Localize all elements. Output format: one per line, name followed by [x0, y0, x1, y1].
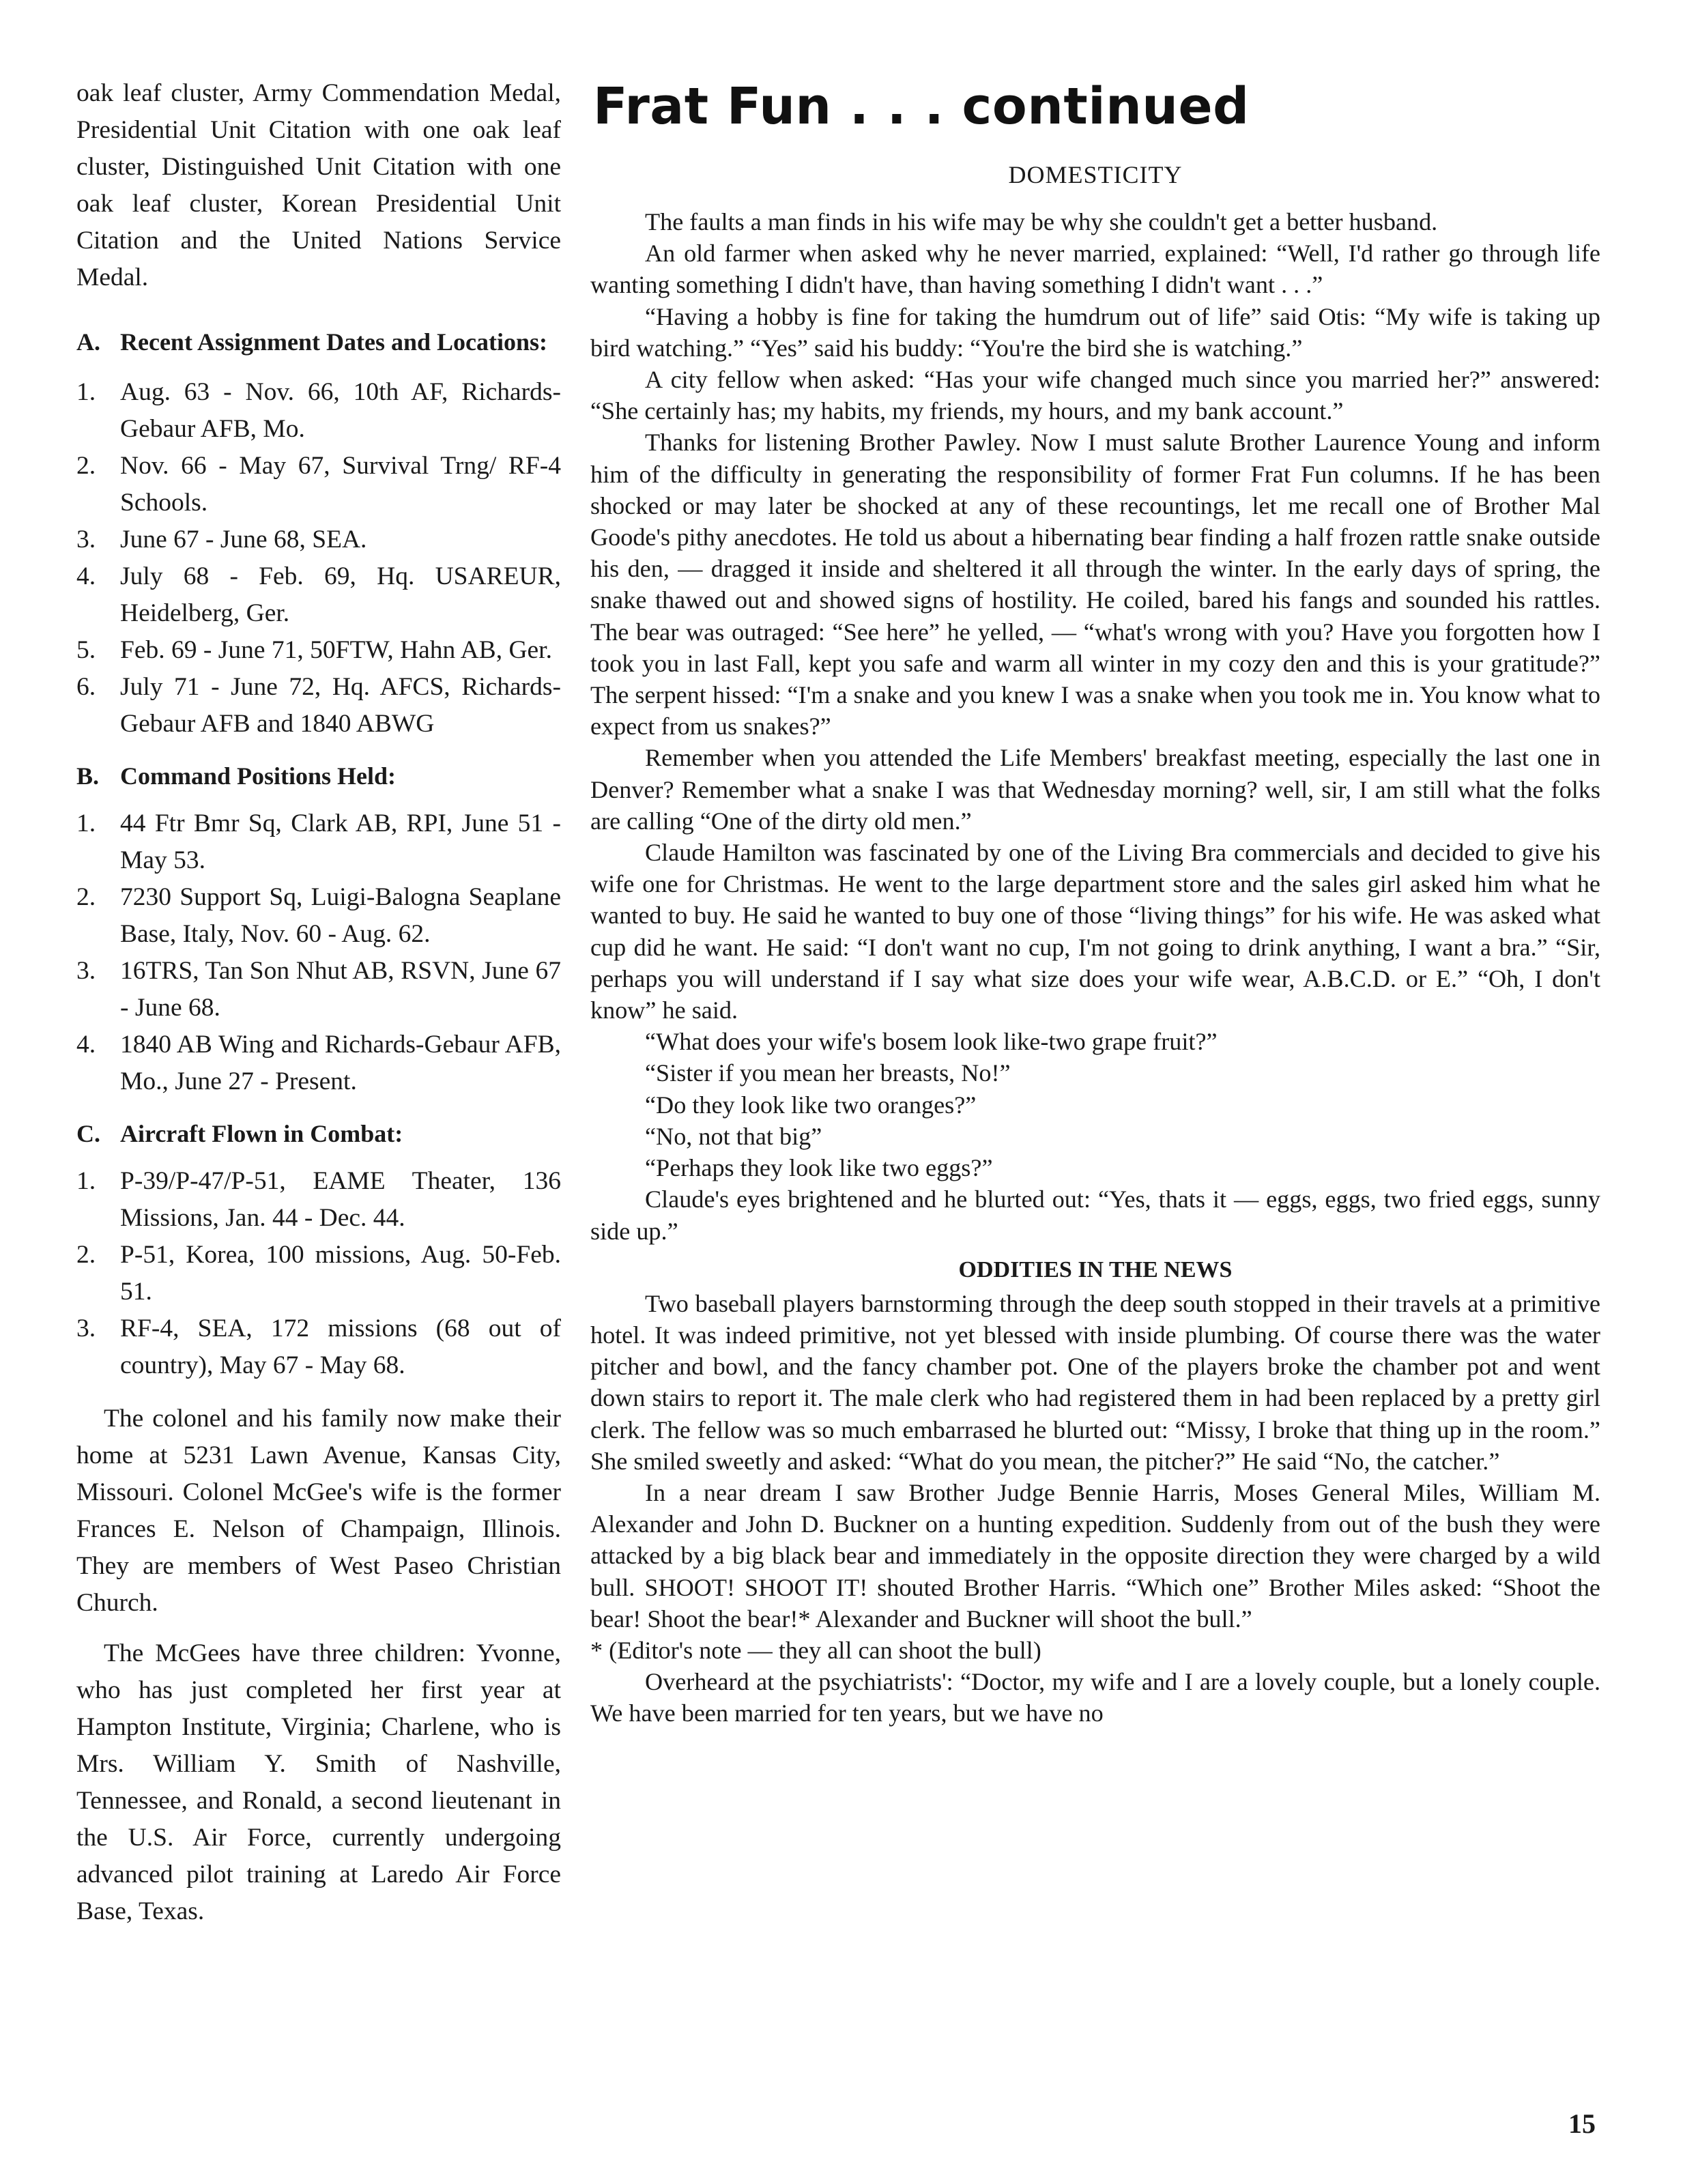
- item-number: 3.: [76, 526, 96, 554]
- item-number: 3.: [76, 957, 96, 985]
- article-paragraph: Claude Hamilton was fascinated by one of the Living Bra commercials and decided to give his wife one for Christmas. He went to the large department store and the sales girl asked him what he wanted to buy. He said he wanted to buy one of those “living things” for his wife. He was asked what cup did he want. He said: “I don't want no cup, I'm not going to drink anything, I want a bra.” “Sir, perhaps you will understand if I say what size does your wife wear, A.B.C.D. or E.” “Oh, I don't know” he said.: [590, 839, 1600, 1024]
- item-text: 7230 Support Sq, Luigi-Balogna Seaplane Base, Italy, Nov. 60 - Aug. 62.: [120, 883, 561, 948]
- item-number: 2.: [76, 452, 96, 480]
- oddities-heading: ODDITIES IN THE NEWS: [958, 1256, 1233, 1282]
- section-letter: C.: [76, 1120, 100, 1147]
- list-item: [76, 805, 561, 879]
- item-text: June 67 - June 68, SEA.: [120, 526, 367, 554]
- item-number: 1.: [76, 378, 96, 406]
- left-column: [76, 75, 561, 1930]
- item-text: Nov. 66 - May 67, Survival Trng/ RF-4 Schools.: [120, 452, 561, 517]
- intro-paragraph: oak leaf cluster, Army Commendation Medal, Presidential Unit Citation with one oak leaf cluster, Distinguished Unit Citation with one oak leaf cluster, Korean Presidential Unit Citation and the United Nations Service Medal.: [76, 79, 561, 291]
- section-heading: [76, 758, 561, 794]
- item-number: 3.: [76, 1314, 96, 1342]
- item-number: 4.: [76, 1031, 96, 1059]
- list-item: [76, 953, 561, 1026]
- item-text: 1840 AB Wing and Richards-Gebaur AFB, Mo., June 27 - Present.: [120, 1031, 561, 1095]
- command-list: [76, 805, 561, 1100]
- dialog-line: “No, not that big”: [645, 1122, 822, 1150]
- dialog-line: “Sister if you mean her breasts, No!”: [645, 1059, 1011, 1087]
- aircraft-list: [76, 1163, 561, 1384]
- item-number: 4.: [76, 562, 96, 590]
- article-paragraph: A city fellow when asked: “Has your wife changed much since you married her?” answered: “She certainly has; my habits, my friends, my hours, and my bank account.”: [590, 366, 1600, 425]
- item-number: 1.: [76, 1167, 96, 1195]
- article-paragraph: Two baseball players barnstorming through the deep south stopped in their travels at a primitive hotel. It was indeed primitive, not yet blessed with inside plumbing. Of course there was the water pitcher and bowl, and the fancy chamber pot. One of the players broke the chamber pot and went down stairs to report it. The male clerk who had registered them in had been replaced by a pretty girl clerk. The fellow was so much embarrased he blurted out: “Missy, I broke that thing up in the room.” She smiled sweetly and asked: “What do you mean, the pitcher?” He said “No, the catcher.”: [590, 1289, 1600, 1475]
- article-paragraph: An old farmer when asked why he never married, explained: “Well, I'd rather go through life wanting something I didn't have, than having something I didn't want . . .”: [590, 240, 1600, 299]
- section-heading: [76, 1115, 561, 1152]
- item-number: 6.: [76, 673, 96, 701]
- item-text: P-51, Korea, 100 missions, Aug. 50-Feb. 51.: [120, 1241, 561, 1306]
- item-text: Aug. 63 - Nov. 66, 10th AF, Richards-Gebaur AFB, Mo.: [120, 378, 561, 443]
- assignment-list: [76, 374, 561, 743]
- article-paragraph: Thanks for listening Brother Pawley. Now I must salute Brother Laurence Young and inform him of the difficulty in generating the responsibility of former Frat Fun columns. If he has been shocked or may later be shocked at any of these recountings, let me recall one of Brother Mal Goode's pithy anecdotes. He told us about a hibernating bear finding a half frozen rattle snake outside his den, — dragged it inside and sheltered it all through the winter. In the early days of spring, the snake thawed out and showed signs of hostility. He coiled, bared his fangs and sounded his rattles. The bear was outraged: “See here” he yelled, — “what's wrong with you? Have you forgotten how I took you in last Fall, kept you safe and warm all winter in my cozy den and this is your gratitude?” The serpent hissed: “I'm a snake and you knew I was a snake when you took me in. You know what to expect from us snakes?”: [590, 429, 1600, 741]
- item-text: P-39/P-47/P-51, EAME Theater, 136 Missions, Jan. 44 - Dec. 44.: [120, 1167, 561, 1232]
- item-text: 16TRS, Tan Son Nhut AB, RSVN, June 67 - June 68.: [120, 957, 561, 1022]
- section-b: [76, 758, 561, 1100]
- item-number: 1.: [76, 809, 96, 837]
- dialog-line: “What does your wife's bosem look like-two grape fruit?”: [645, 1028, 1218, 1056]
- section-title: Command Positions Held:: [120, 762, 397, 790]
- list-item: [76, 632, 561, 669]
- list-item: [76, 448, 561, 521]
- list-item: [76, 1237, 561, 1310]
- right-column: [590, 75, 1600, 1729]
- item-number: 2.: [76, 883, 96, 911]
- list-item: [76, 558, 561, 632]
- item-text: July 71 - June 72, Hq. AFCS, Richards-Gebaur AFB and 1840 ABWG: [120, 673, 561, 738]
- section-c: [76, 1115, 561, 1384]
- page-title: Frat Fun . . . continued: [593, 77, 1250, 136]
- section-heading: [76, 324, 561, 360]
- list-item: [76, 1026, 561, 1100]
- list-item: [76, 374, 561, 448]
- page-number: 15: [1568, 2108, 1596, 2139]
- domesticity-heading: DOMESTICITY: [1008, 161, 1183, 188]
- item-number: 5.: [76, 636, 96, 664]
- dialog-line: “Do they look like two oranges?”: [645, 1091, 977, 1119]
- item-number: 2.: [76, 1241, 96, 1269]
- list-item: [76, 669, 561, 743]
- article-paragraph: Overheard at the psychiatrists': “Doctor, my wife and I are a lovely couple, but a lonely couple. We have been married for ten years, but we have no: [590, 1668, 1600, 1727]
- list-item: [76, 1310, 561, 1384]
- item-text: RF-4, SEA, 172 missions (68 out of country), May 67 - May 68.: [120, 1314, 561, 1379]
- article-paragraph: The faults a man finds in his wife may be why she couldn't get a better husband.: [645, 208, 1438, 235]
- article-paragraph: In a near dream I saw Brother Judge Bennie Harris, Moses General Miles, William M. Alexander and John D. Buckner on a hunting expedition. Suddenly from out of the bush they were attacked by a big black bear and immediately in the opposite direction they were charged by a wild bull. SHOOT! SHOOT IT! shouted Brother Harris. “Which one” Brother Miles asked: “Shoot the bear! Shoot the bear!* Alexander and Buckner will shoot the bull.”: [590, 1478, 1600, 1633]
- family-paragraph: The colonel and his family now make their home at 5231 Lawn Avenue, Kansas City, Missouri. Colonel McGee's wife is the former Frances E. Nelson of Champaign, Illinois. They are members of West Paseo Christian Church.: [76, 1405, 561, 1617]
- item-text: 44 Ftr Bmr Sq, Clark AB, RPI, June 51 - May 53.: [120, 809, 561, 874]
- article-paragraph: Claude's eyes brightened and he blurted out: “Yes, thats it — eggs, eggs, two fried eggs, sunny side up.”: [590, 1186, 1600, 1245]
- list-item: [76, 1163, 561, 1237]
- dialog-line: “Perhaps they look like two eggs?”: [645, 1154, 993, 1182]
- section-a: [76, 324, 561, 743]
- section-letter: B.: [76, 762, 100, 790]
- children-paragraph: The McGees have three children: Yvonne, who has just completed her first year at Hampton Institute, Virginia; Charlene, who is Mrs. William Y. Smith of Nashville, Tennessee, and Ronald, a second lieutenant in the U.S. Air Force, currently undergoing advanced pilot training at Laredo Air Force Base, Texas.: [76, 1639, 561, 1925]
- editor-note: * (Editor's note — they all can shoot the bull): [590, 1636, 1041, 1664]
- article-paragraph: “Having a hobby is fine for taking the humdrum out of life” said Otis: “My wife is taking up bird watching.” “Yes” said his buddy: “You're the bird she is watching.”: [590, 302, 1600, 362]
- section-letter: A.: [76, 328, 100, 356]
- section-title: Recent Assignment Dates and Locations:: [120, 328, 547, 356]
- list-item: [76, 879, 561, 953]
- item-text: July 68 - Feb. 69, Hq. USAREUR, Heidelberg, Ger.: [120, 562, 561, 627]
- item-text: Feb. 69 - June 71, 50FTW, Hahn AB, Ger.: [120, 636, 552, 664]
- article-paragraph: Remember when you attended the Life Members' breakfast meeting, especially the last one in Denver? Remember what a snake I was that Wednesday morning? well, sir, I am still what the folks are calling “One of the dirty old men.”: [590, 744, 1600, 835]
- section-title: Aircraft Flown in Combat:: [120, 1120, 403, 1147]
- list-item: [76, 521, 561, 558]
